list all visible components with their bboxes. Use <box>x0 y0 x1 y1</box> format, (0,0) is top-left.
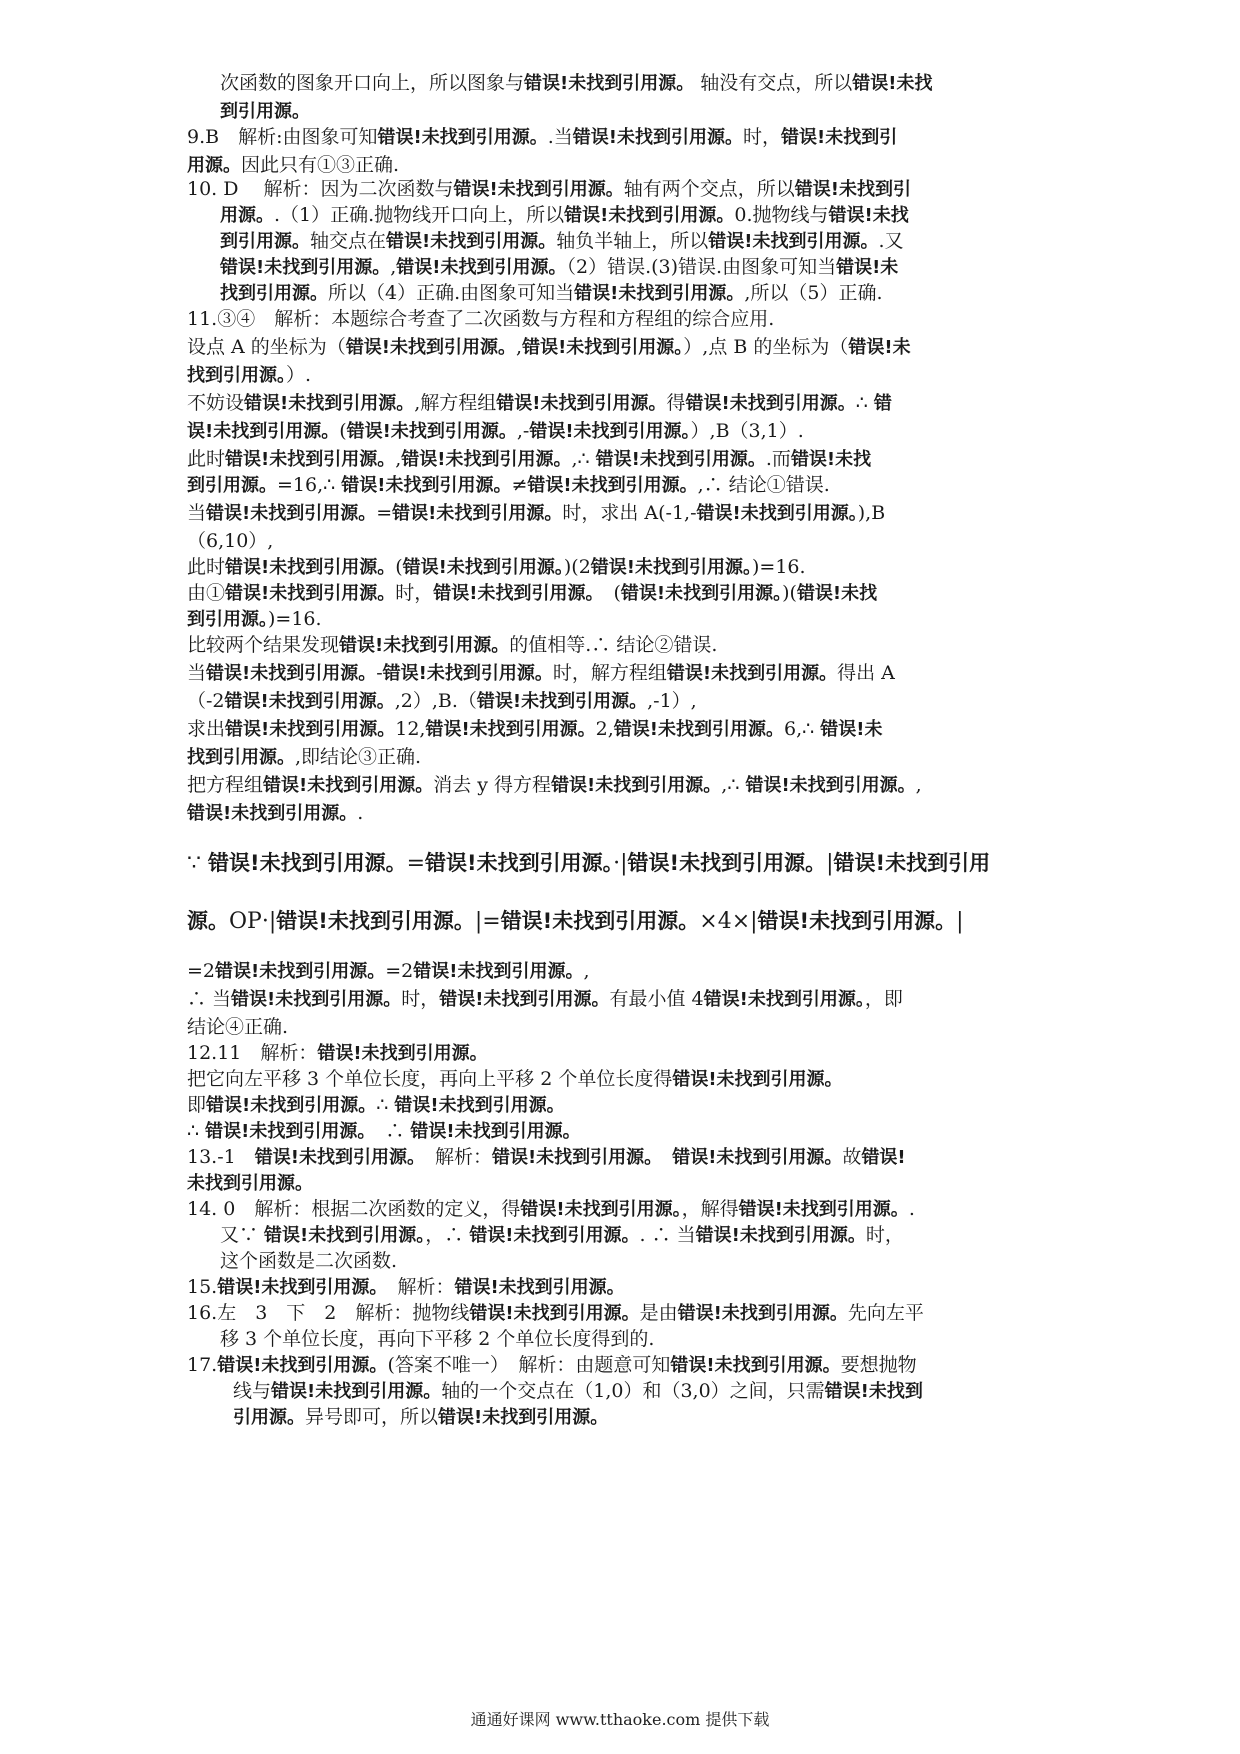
text-line: 即错误!未找到引用源。∴ 错误!未找到引用源。 <box>187 1094 565 1116</box>
text-line: 又∵ 错误!未找到引用源。，∴ 错误!未找到引用源。. ∴ 当错误!未找到引用源。时， <box>220 1224 904 1246</box>
text-line: 13.-1 错误!未找到引用源。 解析：错误!未找到引用源。 错误!未找到引用源。故错误! <box>187 1146 906 1168</box>
text-line: 移 3 个单位长度，再向下平移 2 个单位长度得到的. <box>220 1328 655 1350</box>
text-line: 14. 0 解析：根据二次函数的定义，得错误!未找到引用源。，解得错误!未找到引用源。. <box>187 1198 915 1220</box>
text-line: ∵ 错误!未找到引用源。=错误!未找到引用源。·|错误!未找到引用源。|错误!未找到引用 <box>187 851 991 876</box>
text-line: （-2错误!未找到引用源。,2）,B.（错误!未找到引用源。,-1）, <box>187 690 697 712</box>
text-line: 比较两个结果发现错误!未找到引用源。的值相等.∴ 结论②错误. <box>187 634 718 656</box>
text-line: 当错误!未找到引用源。=错误!未找到引用源。时，求出 A(-1,-错误!未找到引用源。),B <box>187 502 886 524</box>
text-line: 错误!未找到引用源。,错误!未找到引用源。（2）错误.(3)错误.由图象可知当错误!未 <box>220 256 899 278</box>
text-line: 找到引用源。,即结论③正确. <box>187 746 422 768</box>
text-line: ∴ 当错误!未找到引用源。时，错误!未找到引用源。有最小值 4错误!未找到引用源。，即 <box>187 988 903 1010</box>
text-line: 15.错误!未找到引用源。 解析：错误!未找到引用源。 <box>187 1276 625 1298</box>
text-line: 未找到引用源。 <box>187 1173 313 1194</box>
text-line: 源。OP·|错误!未找到引用源。|=错误!未找到引用源。×4×|错误!未找到引用源。| <box>187 909 964 934</box>
text-line: 17.错误!未找到引用源。(答案不唯一） 解析：由题意可知错误!未找到引用源。要想抛物 <box>187 1354 917 1376</box>
text-line: 线与错误!未找到引用源。轴的一个交点在（1,0）和（3,0）之间，只需错误!未找到 <box>233 1380 923 1402</box>
text-line: 到引用源。 <box>220 101 310 122</box>
text-line: 到引用源。=16,∴ 错误!未找到引用源。≠错误!未找到引用源。,∴ 结论①错误. <box>187 474 830 496</box>
text-line: 到引用源。轴交点在错误!未找到引用源。轴负半轴上，所以错误!未找到引用源。.又 <box>220 230 904 252</box>
text-line: 设点 A 的坐标为（错误!未找到引用源。,错误!未找到引用源。）,点 B 的坐标为（错误!未 <box>187 336 911 358</box>
text-line: 次函数的图象开口向上，所以图象与错误!未找到引用源。 轴没有交点，所以错误!未找 <box>220 72 933 94</box>
text-line: 误!未找到引用源。(错误!未找到引用源。,-错误!未找到引用源。）,B（3,1）. <box>187 420 804 442</box>
text-line: 结论④正确. <box>187 1016 289 1038</box>
text-line: 把它向左平移 3 个单位长度，再向上平移 2 个单位长度得错误!未找到引用源。 <box>187 1068 843 1090</box>
text-line: 12.11 解析：错误!未找到引用源。 <box>187 1042 488 1064</box>
text-line: 9.B 解析:由图象可知错误!未找到引用源。.当错误!未找到引用源。时，错误!未找到引 <box>187 126 898 148</box>
text-line: 把方程组错误!未找到引用源。消去 y 得方程错误!未找到引用源。,∴ 错误!未找到引用源。, <box>187 774 922 796</box>
text-line: 此时错误!未找到引用源。,错误!未找到引用源。,∴ 错误!未找到引用源。.而错误!未找 <box>187 448 872 470</box>
text-line: 这个函数是二次函数. <box>220 1250 398 1272</box>
page-footer: 通通好课网 www.tthaoke.com 提供下载 <box>470 1710 770 1729</box>
text-line: 由①错误!未找到引用源。时，错误!未找到引用源。 (错误!未找到引用源。)(错误!未找 <box>187 582 878 604</box>
text-line: 用源。.（1）正确.抛物线开口向上，所以错误!未找到引用源。0.抛物线与错误!未找 <box>220 204 909 226</box>
text-line: 找到引用源。）. <box>187 364 312 386</box>
text-line: 引用源。异号即可，所以错误!未找到引用源。 <box>233 1406 609 1428</box>
text-line: 找到引用源。所以（4）正确.由图象可知当错误!未找到引用源。,所以（5）正确. <box>220 282 883 304</box>
text-line: 错误!未找到引用源。. <box>187 802 364 824</box>
text-line: 10. D 解析：因为二次函数与错误!未找到引用源。轴有两个交点，所以错误!未找到引 <box>187 178 911 200</box>
text-line: 此时错误!未找到引用源。(错误!未找到引用源。)(2错误!未找到引用源。)=16. <box>187 556 806 578</box>
text-line: 求出错误!未找到引用源。12,错误!未找到引用源。2,错误!未找到引用源。6,∴ 错误!未 <box>187 718 883 740</box>
text-line: 11.③④ 解析：本题综合考查了二次函数与方程和方程组的综合应用. <box>187 308 775 330</box>
text-line: （6,10）, <box>187 530 274 552</box>
text-line: =2错误!未找到引用源。=2错误!未找到引用源。, <box>187 960 590 982</box>
text-line: 用源。因此只有①③正确. <box>187 154 400 176</box>
text-line: 到引用源。)=16. <box>187 608 322 630</box>
text-line: 16.左 3 下 2 解析：抛物线错误!未找到引用源。是由错误!未找到引用源。先向左平 <box>187 1302 924 1324</box>
text-line: 当错误!未找到引用源。-错误!未找到引用源。时，解方程组错误!未找到引用源。得出 A <box>187 662 895 684</box>
text-line: 不妨设错误!未找到引用源。,解方程组错误!未找到引用源。得错误!未找到引用源。∴ 错 <box>187 392 892 414</box>
text-line: ∴ 错误!未找到引用源。 ∴ 错误!未找到引用源。 <box>187 1120 581 1142</box>
